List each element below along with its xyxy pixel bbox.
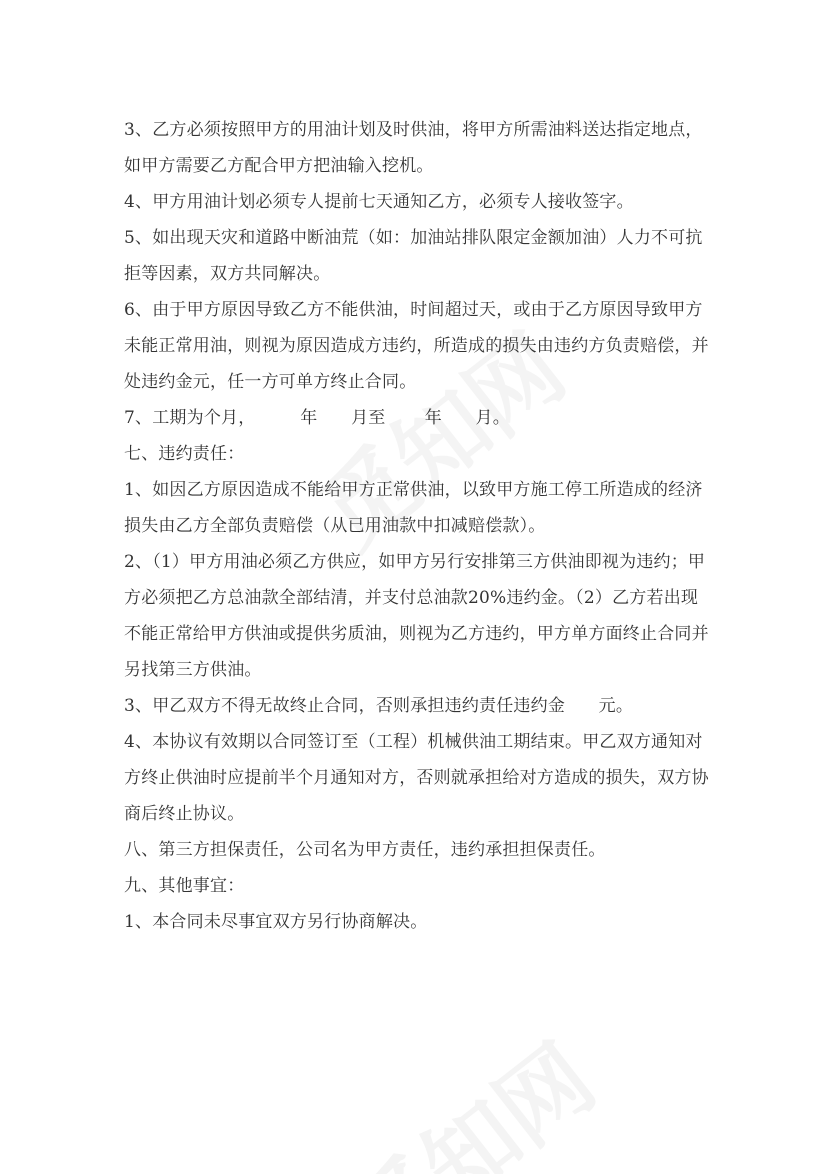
clause-5-force-majeure: 5、如出现天灾和道路中断油荒（如：加油站排队限定金额加油）人力不可抗拒等因素，双方共同解决。 xyxy=(124,228,703,284)
clause-4-notice: 4、甲方用油计划必须专人提前七天通知乙方，必须专人接收签字。 xyxy=(124,192,634,212)
clause-7-duration: 7、工期为个月， 年 月至 年 月。 xyxy=(124,408,510,428)
clause-6-breach-cause: 6、由于甲方原因导致乙方不能供油，时间超过天，或由于乙方原因导致甲方未能正常用油，则视为原因造成方违约，所造成的损失由违约方负责赔偿，并处违约金元，任一方可单方终止合同。 xyxy=(124,300,709,392)
liability-clause-3: 3、甲乙双方不得无故终止合同，否则承担违约责任违约金 元。 xyxy=(124,696,634,716)
liability-clause-2: 2、（1）甲方用油必须乙方供应，如甲方另行安排第三方供油即视为违约；甲方必须把乙方总油款全部结清，并支付总油款20%违约金。（2）乙方若出现不能正常给甲方供油或提供劣质油，则视为乙方违约，甲方单方面终止合同并另找第三方供油。 xyxy=(124,552,709,680)
liability-clause-4: 4、本协议有效期以合同签订至（工程）机械供油工期结束。甲乙双方通知对方终止供油时应提前半个月通知对方，否则就承担给对方造成的损失，双方协商后终止协议。 xyxy=(124,732,709,824)
section-9-heading: 九、其他事宜： xyxy=(124,876,245,896)
liability-clause-1: 1、如因乙方原因造成不能给甲方正常供油，以致甲方施工停工所造成的经济损失由乙方全部负责赔偿（从已用油款中扣减赔偿款）。 xyxy=(124,480,703,536)
other-clause-1: 1、本合同未尽事宜双方另行协商解决。 xyxy=(124,912,428,932)
section-7-heading: 七、违约责任： xyxy=(124,444,245,464)
section-8-guarantee: 八、第三方担保责任，公司名为甲方责任，违约承担担保责任。 xyxy=(124,840,606,860)
watermark-text-lower xyxy=(319,1009,618,1174)
document-body xyxy=(124,112,714,940)
clause-3-supply: 3、乙方必须按照甲方的用油计划及时供油，将甲方所需油料送达指定地点，如甲方需要乙方配合甲方把油输入挖机。 xyxy=(124,120,703,176)
